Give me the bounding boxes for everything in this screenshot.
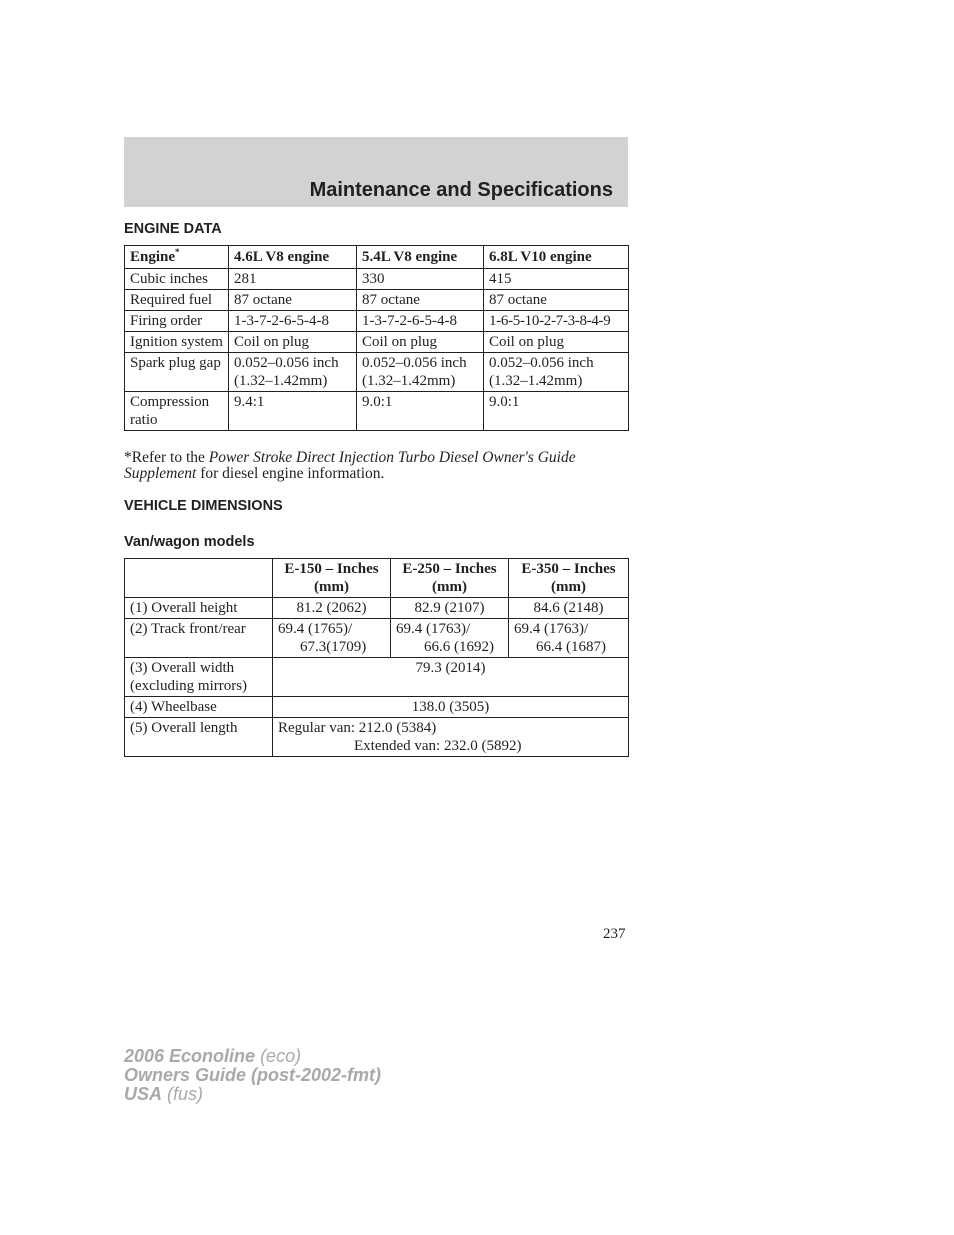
column-header: E-250 – Inches (mm) (391, 559, 509, 598)
table-cell: 81.2 (2062) (273, 598, 391, 619)
row-label: Compression ratio (125, 392, 229, 431)
table-row (125, 392, 629, 431)
row-label: Required fuel (125, 290, 229, 311)
table-row (125, 269, 629, 290)
table-cell: Regular van: 212.0 (5384) Extended van: 232.0 (5892) (273, 718, 629, 757)
row-label: (1) Overall height (125, 598, 273, 619)
table-header-row (125, 246, 629, 269)
table-cell: 281 (229, 269, 357, 290)
engine-data-heading: ENGINE DATA (124, 221, 222, 237)
table-row (125, 718, 629, 757)
engine-data-table (124, 245, 629, 431)
table-cell: 138.0 (3505) (273, 697, 629, 718)
table-cell: Coil on plug (357, 332, 484, 353)
table-cell: 1-3-7-2-6-5-4-8 (229, 311, 357, 332)
table-cell: 1-3-7-2-6-5-4-8 (357, 311, 484, 332)
table-cell: 69.4 (1763)/ 66.6 (1692) (391, 619, 509, 658)
row-label: (3) Overall width (excluding mirrors) (125, 658, 273, 697)
table-cell: 0.052–0.056 inch (1.32–1.42mm) (229, 353, 357, 392)
table-row (125, 658, 629, 697)
table-cell: 87 octane (229, 290, 357, 311)
page-title: Maintenance and Specifications (309, 179, 613, 201)
table-cell: 9.0:1 (484, 392, 629, 431)
vehicle-dimensions-table (124, 558, 629, 757)
table-cell: 9.0:1 (357, 392, 484, 431)
row-label: (4) Wheelbase (125, 697, 273, 718)
table-cell: Coil on plug (484, 332, 629, 353)
document-footer: 2006 Econoline (eco) Owners Guide (post-2002-fmt) USA (fus) (124, 1046, 382, 1104)
row-label: Spark plug gap (125, 353, 229, 392)
table-cell: 415 (484, 269, 629, 290)
vehicle-dimensions-heading: VEHICLE DIMENSIONS (124, 498, 283, 514)
table-row (125, 353, 629, 392)
table-cell: 1-6-5-10-2-7-3-8-4-9 (484, 311, 629, 332)
table-cell: 9.4:1 (229, 392, 357, 431)
table-cell: 69.4 (1763)/ 66.4 (1687) (509, 619, 629, 658)
table-row (125, 332, 629, 353)
page-number: 237 (603, 926, 626, 942)
table-cell: 79.3 (2014) (273, 658, 629, 697)
column-header (125, 559, 273, 598)
table-row (125, 311, 629, 332)
column-header: E-150 – Inches (mm) (273, 559, 391, 598)
row-label: Firing order (125, 311, 229, 332)
column-header: Engine* (125, 246, 229, 269)
table-cell: 82.9 (2107) (391, 598, 509, 619)
table-cell: 330 (357, 269, 484, 290)
column-header: 5.4L V8 engine (357, 246, 484, 269)
engine-footnote: *Refer to the Power Stroke Direct Injection Turbo Diesel Owner's Guide Supplement for diesel engine information. (124, 449, 576, 482)
table-row (125, 598, 629, 619)
column-header: 6.8L V10 engine (484, 246, 629, 269)
table-row (125, 619, 629, 658)
row-label: Ignition system (125, 332, 229, 353)
van-wagon-subheading: Van/wagon models (124, 534, 255, 550)
table-row (125, 697, 629, 718)
column-header: E-350 – Inches (mm) (509, 559, 629, 598)
table-cell: 0.052–0.056 inch (1.32–1.42mm) (484, 353, 629, 392)
table-cell: 69.4 (1765)/ 67.3(1709) (273, 619, 391, 658)
table-cell: 87 octane (357, 290, 484, 311)
table-cell: 87 octane (484, 290, 629, 311)
table-header-row (125, 559, 629, 598)
table-cell: 0.052–0.056 inch (1.32–1.42mm) (357, 353, 484, 392)
column-header: 4.6L V8 engine (229, 246, 357, 269)
table-row (125, 290, 629, 311)
table-cell: 84.6 (2148) (509, 598, 629, 619)
row-label: (2) Track front/rear (125, 619, 273, 658)
row-label: (5) Overall length (125, 718, 273, 757)
header-band (124, 137, 628, 207)
table-cell: Coil on plug (229, 332, 357, 353)
row-label: Cubic inches (125, 269, 229, 290)
